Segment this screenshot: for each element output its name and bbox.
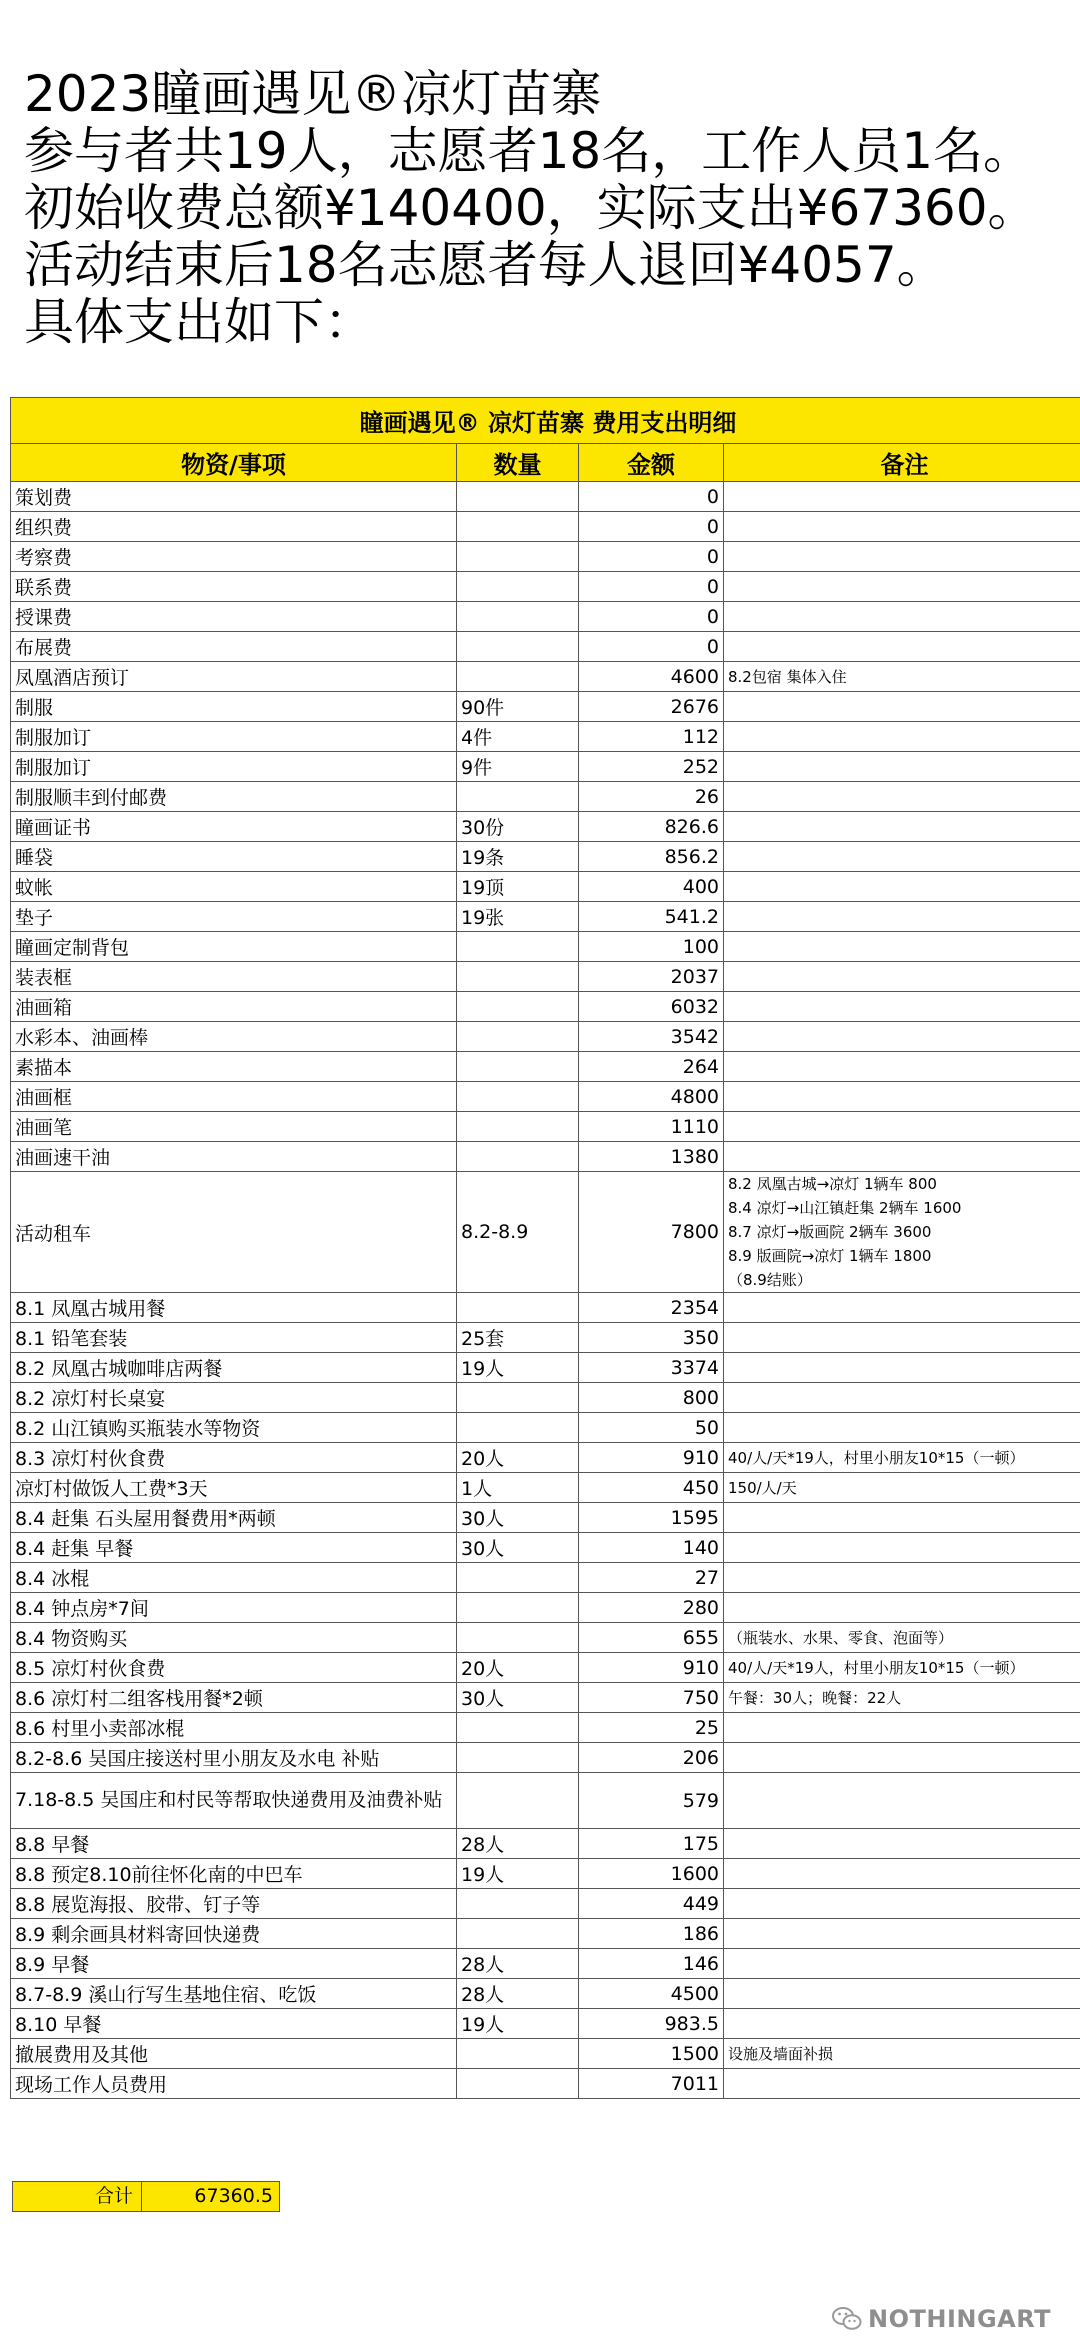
cell-amount: 910 [579,1443,724,1473]
cell-note [724,1413,1080,1443]
cell-qty: 4件 [457,722,579,752]
cell-amount: 983.5 [579,2009,724,2039]
cell-item: 7.18-8.5 吴国庄和村民等帮取快递费用及油费补贴 [11,1773,457,1829]
cell-item: 8.8 展览海报、胶带、钉子等 [11,1889,457,1919]
watermark [832,2305,1051,2333]
cell-qty [457,932,579,962]
table-row [11,1353,1080,1383]
cell-qty [457,992,579,1022]
table-row [11,1082,1080,1112]
cell-amount: 541.2 [579,902,724,932]
cell-note [724,632,1080,662]
cell-amount: 7800 [579,1172,724,1293]
cell-amount: 4500 [579,1979,724,2009]
table-row [11,632,1080,662]
cell-amount: 25 [579,1713,724,1743]
table-row [11,1713,1080,1743]
cell-amount: 2037 [579,962,724,992]
cell-qty: 19顶 [457,872,579,902]
cell-amount: 206 [579,1743,724,1773]
cell-item: 8.10 早餐 [11,2009,457,2039]
cell-amount: 2354 [579,1293,724,1323]
cell-amount: 280 [579,1593,724,1623]
cell-note [724,1353,1080,1383]
cell-qty: 30人 [457,1533,579,1563]
cell-amount: 1595 [579,1503,724,1533]
table-row [11,1773,1080,1829]
cell-note [724,902,1080,932]
cell-item: 8.2 山江镇购买瓶装水等物资 [11,1413,457,1443]
table-row [11,1473,1080,1503]
cell-amount: 50 [579,1413,724,1443]
cell-amount: 26 [579,782,724,812]
total-value: 67360.5 [194,2185,273,2207]
cell-amount: 140 [579,1533,724,1563]
table-row [11,1859,1080,1889]
cell-item: 8.9 早餐 [11,1949,457,1979]
cell-qty: 19人 [457,1859,579,1889]
cell-item: 制服 [11,692,457,722]
wechat-icon [832,2306,862,2332]
cell-item: 制服加订 [11,722,457,752]
cell-amount: 1600 [579,1859,724,1889]
note-line: 8.2 凤凰古城→凉灯 1辆车 800 [728,1175,937,1193]
cell-qty [457,782,579,812]
cell-qty: 20人 [457,1653,579,1683]
table-row [11,1563,1080,1593]
cell-item: 8.4 钟点房*7间 [11,1593,457,1623]
intro-line-5: 具体支出如下： [24,293,374,351]
cell-amount: 449 [579,1889,724,1919]
cell-item: 8.1 铅笔套装 [11,1323,457,1353]
cell-note [724,1979,1080,2009]
cell-item: 8.3 凉灯村伙食费 [11,1443,457,1473]
cell-note: 设施及墙面补损 [724,2039,1080,2069]
cell-qty [457,572,579,602]
cell-item: 8.8 预定8.10前往怀化南的中巴车 [11,1859,457,1889]
table-row [11,512,1080,542]
table-row [11,602,1080,632]
cell-qty: 19张 [457,902,579,932]
cell-note [724,1533,1080,1563]
total-row [12,2181,280,2212]
header-item: 物资/事项 [11,444,457,482]
table-row [11,662,1080,692]
cell-item: 蚊帐 [11,872,457,902]
cell-item: 素描本 [11,1052,457,1082]
intro-line-1: 2023瞳画遇见®凉灯苗寨 [24,65,602,123]
cell-item: 8.8 早餐 [11,1829,457,1859]
table-row [11,752,1080,782]
note-line: （8.9结账） [728,1271,812,1289]
table-row [11,1829,1080,1859]
cell-item: 8.9 剩余画具材料寄回快递费 [11,1919,457,1949]
cell-note [724,1743,1080,1773]
cell-qty: 20人 [457,1443,579,1473]
cell-qty [457,1022,579,1052]
table-row [11,572,1080,602]
cell-item: 现场工作人员费用 [11,2069,457,2099]
table-row [11,722,1080,752]
cell-note [724,482,1080,512]
cell-amount: 175 [579,1829,724,1859]
cell-amount: 826.6 [579,812,724,842]
cell-note [724,932,1080,962]
table-row [11,1653,1080,1683]
cell-note [724,1142,1080,1172]
cell-item: 垫子 [11,902,457,932]
cell-note [724,2069,1080,2099]
cell-qty: 28人 [457,1949,579,1979]
cell-note [724,1503,1080,1533]
cell-item: 8.2 凤凰古城咖啡店两餐 [11,1353,457,1383]
cell-note [724,1022,1080,1052]
header-qty: 数量 [457,444,579,482]
cell-qty [457,1713,579,1743]
cell-qty [457,1383,579,1413]
table-row [11,1112,1080,1142]
table-row [11,1413,1080,1443]
table-row [11,1743,1080,1773]
cell-item: 瞳画定制背包 [11,932,457,962]
cell-note [724,992,1080,1022]
table-row [11,2069,1080,2099]
cell-amount: 1380 [579,1142,724,1172]
cell-item: 8.6 凉灯村二组客栈用餐*2顿 [11,1683,457,1713]
cell-amount: 186 [579,1919,724,1949]
cell-item: 联系费 [11,572,457,602]
table-row [11,782,1080,812]
cell-qty [457,632,579,662]
cell-amount: 856.2 [579,842,724,872]
cell-item: 8.7-8.9 溪山行写生基地住宿、吃饭 [11,1979,457,2009]
cell-note [724,1112,1080,1142]
watermark-text: NOTHINGART [868,2305,1052,2333]
cell-note [724,722,1080,752]
cell-item: 8.6 村里小卖部冰棍 [11,1713,457,1743]
cell-amount: 264 [579,1052,724,1082]
cell-qty [457,662,579,692]
header-amount: 金额 [579,444,724,482]
cell-qty: 30人 [457,1683,579,1713]
total-label: 合计 [13,2182,142,2211]
table-row [11,1979,1080,2009]
table-row [11,932,1080,962]
cell-qty [457,1413,579,1443]
cell-note: 150/人/天 [724,1473,1080,1503]
table-row [11,692,1080,722]
cell-note [724,1859,1080,1889]
cell-amount: 252 [579,752,724,782]
cell-item: 策划费 [11,482,457,512]
cell-qty [457,482,579,512]
cell-amount: 400 [579,872,724,902]
table-row [11,2009,1080,2039]
cell-amount: 655 [579,1623,724,1653]
cell-qty: 9件 [457,752,579,782]
cell-qty: 28人 [457,1829,579,1859]
cell-item: 8.4 物资购买 [11,1623,457,1653]
cell-qty [457,1743,579,1773]
cell-amount: 800 [579,1383,724,1413]
table-row [11,1172,1080,1293]
table-row [11,1443,1080,1473]
cell-amount: 146 [579,1949,724,1979]
cell-qty [457,1082,579,1112]
cell-note [724,1773,1080,1829]
intro-line-3: 初始收费总额¥140400，实际支出¥67360。 [24,179,1038,237]
cell-note [724,1383,1080,1413]
cell-qty: 30份 [457,812,579,842]
table-row [11,2039,1080,2069]
table-row [11,842,1080,872]
cell-amount: 1110 [579,1112,724,1142]
table-row [11,1889,1080,1919]
cell-amount: 3374 [579,1353,724,1383]
table-row [11,1623,1080,1653]
cell-note [724,542,1080,572]
table-row [11,1503,1080,1533]
intro-line-4: 活动结束后18名志愿者每人退回¥4057。 [24,236,947,294]
cell-amount: 112 [579,722,724,752]
cell-note [724,872,1080,902]
cell-amount: 910 [579,1653,724,1683]
cell-qty: 90件 [457,692,579,722]
table-row [11,872,1080,902]
cell-qty [457,512,579,542]
cell-item: 装表框 [11,962,457,992]
cell-qty: 19条 [457,842,579,872]
cell-amount: 350 [579,1323,724,1353]
cell-note: 午餐：30人；晚餐：22人 [724,1683,1080,1713]
cell-note: （瓶装水、水果、零食、泡面等） [724,1623,1080,1653]
cell-qty [457,2039,579,2069]
table-row [11,542,1080,572]
intro-line-2: 参与者共19人，志愿者18名，工作人员1名。 [24,122,1034,180]
cell-item: 水彩本、油画棒 [11,1022,457,1052]
cell-item: 8.5 凉灯村伙食费 [11,1653,457,1683]
table-row [11,1293,1080,1323]
table-row [11,1683,1080,1713]
cell-amount: 100 [579,932,724,962]
cell-amount: 7011 [579,2069,724,2099]
table-row [11,1919,1080,1949]
cell-amount: 750 [579,1683,724,1713]
cell-item: 油画笔 [11,1112,457,1142]
cell-note [724,572,1080,602]
cell-note [724,1889,1080,1919]
cell-item: 油画框 [11,1082,457,1112]
cell-qty: 19人 [457,2009,579,2039]
table-row [11,812,1080,842]
cell-note [724,2009,1080,2039]
intro-text [24,66,1038,351]
cell-qty [457,1593,579,1623]
cell-qty [457,1112,579,1142]
cell-note [724,812,1080,842]
cell-amount: 4800 [579,1082,724,1112]
cell-note [724,1949,1080,1979]
note-line: 8.4 凉灯→山江镇赶集 2辆车 1600 [728,1199,962,1217]
table-row [11,1533,1080,1563]
cell-note [724,1919,1080,1949]
cell-qty [457,2069,579,2099]
cell-amount: 0 [579,572,724,602]
table-row [11,902,1080,932]
cell-item: 活动租车 [11,1172,457,1293]
table-row [11,992,1080,1022]
cell-note [724,752,1080,782]
cell-item: 凉灯村做饭人工费*3天 [11,1473,457,1503]
table-title: 瞳画遇见® 凉灯苗寨 费用支出明细 [11,398,1080,444]
header-note: 备注 [724,444,1080,482]
cell-note [724,782,1080,812]
cell-qty: 8.2-8.9 [457,1172,579,1293]
cell-item: 制服顺丰到付邮费 [11,782,457,812]
cell-qty [457,1919,579,1949]
cell-note [724,1082,1080,1112]
cell-note [724,1052,1080,1082]
cell-note [724,962,1080,992]
cell-amount: 2676 [579,692,724,722]
cell-qty [457,962,579,992]
cell-amount: 4600 [579,662,724,692]
cell-note [724,1713,1080,1743]
note-line: 8.7 凉灯→版画院 2辆车 3600 [728,1223,932,1241]
cell-note [724,1172,1080,1293]
table-row [11,1593,1080,1623]
cell-item: 8.4 赶集 早餐 [11,1533,457,1563]
cell-note [724,1829,1080,1859]
cell-qty: 1人 [457,1473,579,1503]
note-line: 8.9 版画院→凉灯 1辆车 1800 [728,1247,932,1265]
cell-item: 8.1 凤凰古城用餐 [11,1293,457,1323]
cell-item: 考察费 [11,542,457,572]
cell-item: 凤凰酒店预订 [11,662,457,692]
cell-qty [457,1773,579,1829]
cell-note: 8.2包宿 集体入住 [724,662,1080,692]
cell-note [724,1323,1080,1353]
cell-amount: 6032 [579,992,724,1022]
cell-item: 组织费 [11,512,457,542]
cell-note [724,692,1080,722]
cell-amount: 27 [579,1563,724,1593]
cell-item: 瞳画证书 [11,812,457,842]
cell-item: 8.4 赶集 石头屋用餐费用*两顿 [11,1503,457,1533]
cell-amount: 3542 [579,1022,724,1052]
table-row [11,1949,1080,1979]
cell-note [724,1293,1080,1323]
cell-qty [457,1142,579,1172]
table-row [11,1323,1080,1353]
expense-table [10,397,1080,2099]
cell-amount: 0 [579,482,724,512]
cell-item: 撤展费用及其他 [11,2039,457,2069]
cell-note [724,842,1080,872]
cell-qty [457,1563,579,1593]
cell-item: 睡袋 [11,842,457,872]
cell-qty [457,1293,579,1323]
cell-amount: 0 [579,602,724,632]
cell-qty: 28人 [457,1979,579,2009]
cell-amount: 0 [579,632,724,662]
cell-amount: 1500 [579,2039,724,2069]
cell-qty [457,1052,579,1082]
cell-note [724,602,1080,632]
cell-qty [457,1623,579,1653]
cell-note [724,1593,1080,1623]
cell-item: 8.2 凉灯村长桌宴 [11,1383,457,1413]
cell-item: 油画箱 [11,992,457,1022]
cell-note [724,512,1080,542]
table-row [11,1022,1080,1052]
table-row [11,1383,1080,1413]
cell-amount: 0 [579,542,724,572]
cell-note [724,1563,1080,1593]
cell-qty: 30人 [457,1503,579,1533]
cell-qty: 25套 [457,1323,579,1353]
cell-qty [457,602,579,632]
cell-amount: 579 [579,1773,724,1829]
cell-note: 40/人/天*19人，村里小朋友10*15（一顿） [724,1443,1080,1473]
table-row [11,962,1080,992]
cell-qty: 19人 [457,1353,579,1383]
cell-amount: 0 [579,512,724,542]
cell-item: 布展费 [11,632,457,662]
cell-item: 8.4 冰棍 [11,1563,457,1593]
cell-item: 授课费 [11,602,457,632]
table-row [11,482,1080,512]
cell-item: 油画速干油 [11,1142,457,1172]
table-row [11,1142,1080,1172]
cell-amount: 450 [579,1473,724,1503]
cell-item: 8.2-8.6 吴国庄接送村里小朋友及水电 补贴 [11,1743,457,1773]
cell-qty [457,542,579,572]
cell-note: 40/人/天*19人，村里小朋友10*15（一顿） [724,1653,1080,1683]
table-row [11,1052,1080,1082]
cell-qty [457,1889,579,1919]
cell-item: 制服加订 [11,752,457,782]
